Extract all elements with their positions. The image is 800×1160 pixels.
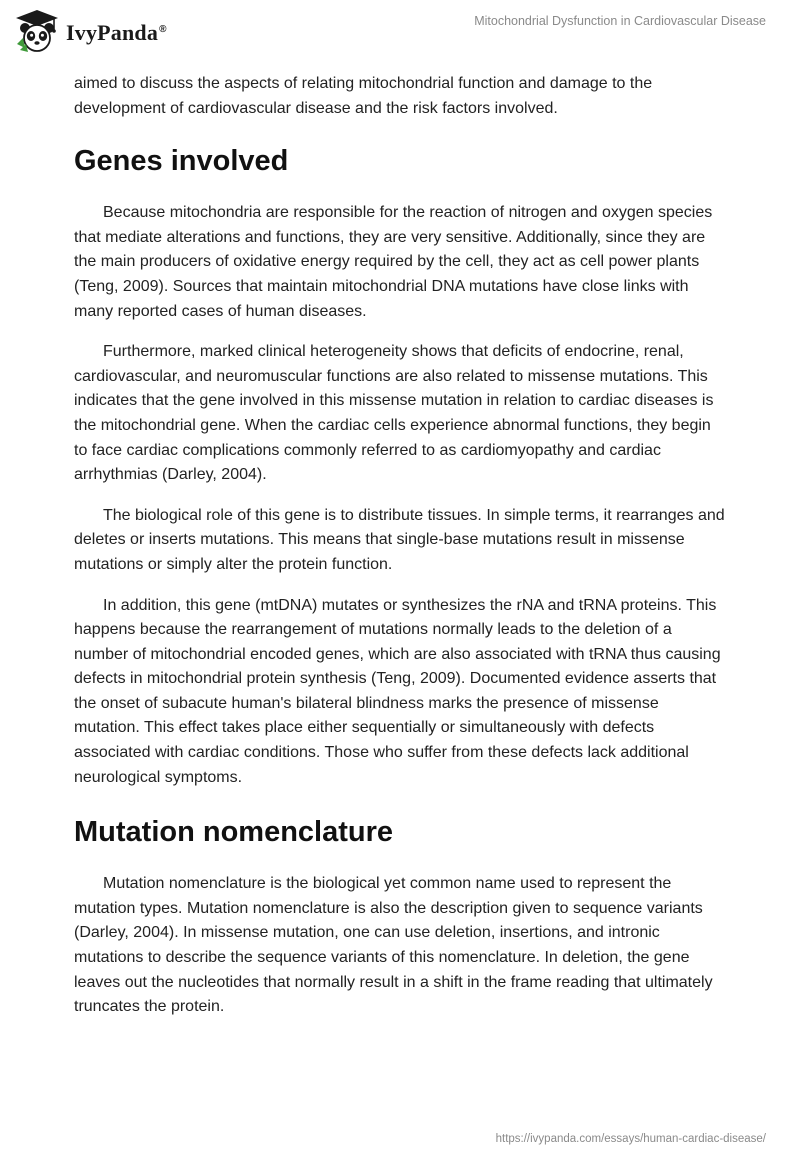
section-heading-genes: Genes involved <box>74 145 289 178</box>
panda-graduate-icon <box>14 8 60 54</box>
brand-name: IvyPanda® <box>66 20 167 45</box>
registered-mark: ® <box>159 23 167 35</box>
paragraph: In addition, this gene (mtDNA) mutates or synthesizes the rNA and tRNA proteins. This happens because the rearrangement of mutations normally leads to the deletion of a number of mitochondrial encoded genes, which are also associated with tRNA thus causing defects in mitochondrial protein synthesis (Teng, 2009). Documented evidence asserts that the onset of subacute human's bilateral blindness marks the presence of missense mutation. This effect takes place either sequentially or simultaneously with defects associated with cardiac conditions. Those who suffer from these defects lack additional neurological symptoms. <box>74 596 721 786</box>
paragraph: Because mitochondria are responsible for the reaction of nitrogen and oxygen species that mediate alterations and functions, they are very sensitive. Additionally, since they are the main producers of oxidative energy required by the cell, they act as cell power plants (Teng, 2009). Sources that maintain mitochondrial DNA mutations have close links with many reported cases of human diseases. <box>74 204 713 320</box>
section-heading-mutation-nomenclature: Mutation nomenclature <box>74 816 394 849</box>
intro-paragraph: aimed to discuss the aspects of relating mitochondrial function and damage to the development of cardiovascular disease and the risk factors involved. <box>74 75 653 117</box>
paragraph: Furthermore, marked clinical heterogeneity shows that deficits of endocrine, renal, cardiovascular, and neuromuscular functions are also related to missense mutations. This indicates that the gene involved in this missense mutation in relation to cardiac diseases is the mitochondrial gene. When the cardiac cells experience abnormal functions, they begin to face cardiac complications commonly referred to as cardiomyopathy and cardiac arrhythmias (Darley, 2004). <box>74 343 714 484</box>
essay-content <box>74 72 728 1036</box>
brand-logo[interactable] <box>14 8 167 54</box>
paragraph: The biological role of this gene is to distribute tissues. In simple terms, it rearranges and deletes or inserts mutations. This means that single-base mutations result in missense mutations or simply alter the protein function. <box>74 506 725 573</box>
paragraph: Mutation nomenclature is the biological yet common name used to represent the mutation types. Mutation nomenclature is also the description given to sequence variants (Darley, 2004). In missense mutation, one can use deletion, insertions, and intronic mutations to describe the sequence variants of this nomenclature. In deletion, the gene leaves out the nucleotides that normally result in a shift in the frame reading that ultimately truncates the protein. <box>74 875 713 1016</box>
source-url-link[interactable]: https://ivypanda.com/essays/human-cardiac-disease/ <box>495 1133 766 1145</box>
document-title: Mitochondrial Dysfunction in Cardiovascular Disease <box>474 14 766 28</box>
